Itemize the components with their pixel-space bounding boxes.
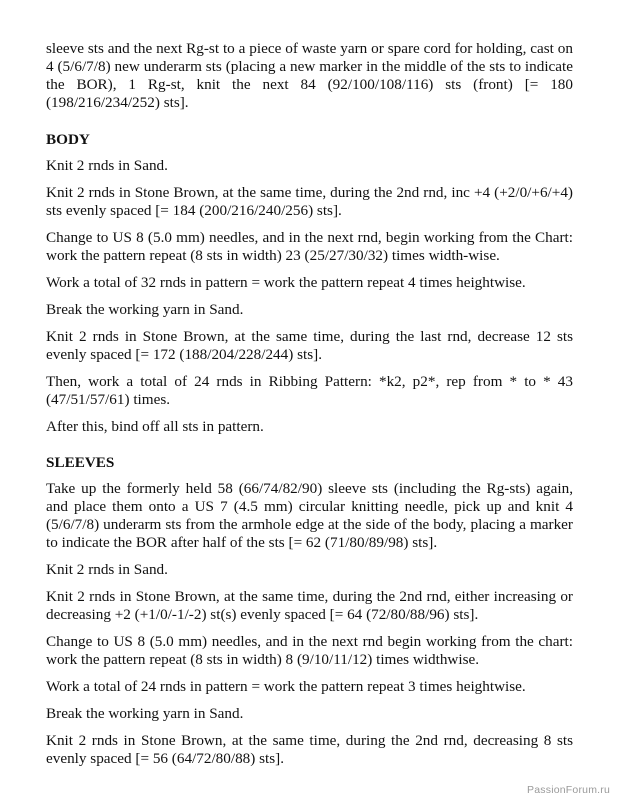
body-paragraph: Knit 2 rnds in Stone Brown, at the same time, during the last rnd, decrease 12 sts evenly spaced [= 172 (188/204/228/244) sts]. bbox=[46, 328, 573, 363]
body-paragraph: After this, bind off all sts in pattern. bbox=[46, 418, 264, 435]
body-heading: BODY bbox=[46, 131, 90, 148]
sleeves-paragraph: Knit 2 rnds in Sand. bbox=[46, 561, 168, 578]
sleeves-paragraph: Take up the formerly held 58 (66/74/82/90) sleeve sts (including the Rg-sts) again, and place them onto a US 7 (4.5 mm) circular knitting needle, pick up and knit 4 (5/6/7/8) underarm sts from the armhole edge at the side of the body, placing a marker to indicate the BOR after half of the sts [= 62 (71/80/89/98) sts]. bbox=[46, 480, 573, 551]
body-paragraph: Knit 2 rnds in Stone Brown, at the same time, during the 2nd rnd, inc +4 (+2/0/+6/+4) sts evenly spaced [= 184 (200/216/240/256) sts]. bbox=[46, 184, 573, 219]
sleeves-heading: SLEEVES bbox=[46, 454, 115, 471]
body-paragraph: Then, work a total of 24 rnds in Ribbing Pattern: *k2, p2*, rep from * to * 43 (47/51/57/61) times. bbox=[46, 373, 573, 408]
body-paragraph: Break the working yarn in Sand. bbox=[46, 301, 244, 318]
sleeves-paragraph: Knit 2 rnds in Stone Brown, at the same time, during the 2nd rnd, either increasing or decreasing +2 (+1/0/-1/-2) st(s) evenly spaced [= 64 (72/80/88/96) sts]. bbox=[46, 588, 573, 623]
sleeves-paragraph: Work a total of 24 rnds in pattern = work the pattern repeat 3 times heightwise. bbox=[46, 678, 526, 695]
sleeves-paragraph: Change to US 8 (5.0 mm) needles, and in the next rnd begin working from the chart: work the pattern repeat (8 sts in width) 8 (9/10/11/12) times widthwise. bbox=[46, 633, 573, 668]
document-page bbox=[46, 40, 573, 777]
sleeves-paragraph: Break the working yarn in Sand. bbox=[46, 705, 244, 722]
body-paragraph: Work a total of 32 rnds in pattern = work the pattern repeat 4 times heightwise. bbox=[46, 274, 526, 291]
body-paragraph: Knit 2 rnds in Sand. bbox=[46, 157, 168, 174]
sleeves-paragraph: Knit 2 rnds in Stone Brown, at the same time, during the 2nd rnd, decreasing 8 sts evenly spaced [= 56 (64/72/80/88) sts]. bbox=[46, 732, 573, 767]
watermark: PassionForum.ru bbox=[527, 784, 610, 796]
body-paragraph: Change to US 8 (5.0 mm) needles, and in the next rnd, begin working from the Chart: work the pattern repeat (8 sts in width) 23 (25/27/30/32) times width-wise. bbox=[46, 229, 573, 264]
intro-paragraph: sleeve sts and the next Rg-st to a piece of waste yarn or spare cord for holding, cast on 4 (5/6/7/8) new underarm sts (placing a new marker in the middle of the sts to indicate the BOR), 1 Rg-st, knit the next 84 (92/100/108/116) sts (front) [= 180 (198/216/234/252) sts]. bbox=[46, 40, 573, 111]
